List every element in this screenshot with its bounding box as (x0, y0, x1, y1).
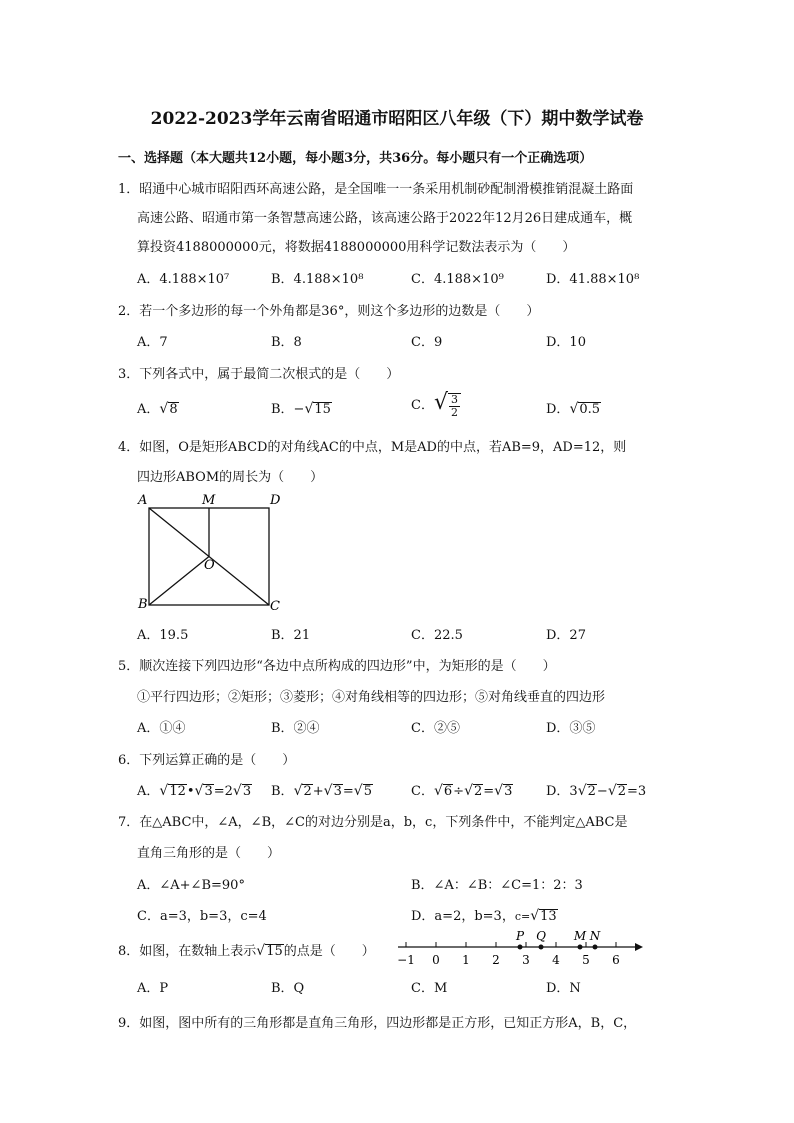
axis-tick-label: 5 (582, 953, 590, 967)
q3-option-a: A．√8 (137, 401, 178, 417)
q2-option-d: D．10 (546, 335, 586, 350)
q1-option-d: D．41.88×10⁸ (546, 272, 640, 287)
axis-point-m (578, 945, 583, 950)
q5-option-c: C．②⑤ (411, 721, 460, 736)
q6-option-b: B．√2+√3=√5 (271, 783, 372, 799)
q5-option-a: A．①④ (137, 721, 186, 736)
q1-line-1: 1．昭通中心城市昭阳西环高速公路，是全国唯一一条采用机制砂配制滑模推销混凝土路面 (118, 182, 634, 197)
axis-point-label: N (589, 929, 601, 943)
label-d: D (270, 493, 281, 508)
axis-tick-label: 6 (612, 953, 620, 967)
q4-option-d: D．27 (546, 628, 586, 643)
q4-line-1: 4．如图，O是矩形ABCD的对角线AC的中点，M是AD的中点，若AB=9，AD=12，则 (118, 440, 627, 455)
q2-option-c: C．9 (411, 335, 443, 350)
q6-line-1: 6．下列运算正确的是（ ） (118, 753, 296, 768)
q8-option-c: C．M (411, 981, 448, 996)
label-o: O (204, 558, 215, 573)
q3-option-d: D．√0.5 (546, 401, 601, 417)
q7-line-2: 直角三角形的是（ ） (137, 846, 281, 861)
q4-option-c: C．22.5 (411, 628, 463, 643)
label-c: C (270, 599, 280, 614)
q8-option-b: B．Q (271, 981, 305, 996)
q7-option-a: A．∠A+∠B=90° (137, 878, 245, 893)
q5-line-2: ①平行四边形；②矩形；③菱形；④对角线相等的四边形；⑤对角线垂直的四边形 (137, 690, 606, 705)
segment-bo (149, 557, 209, 606)
axis-tick-label: 1 (462, 953, 470, 967)
q8-option-a: A．P (137, 981, 169, 996)
q3-option-c: C．√ $\frac{3}{2}$ (411, 390, 461, 418)
axis-tick-label: 3 (522, 953, 530, 967)
label-a: A (138, 493, 148, 508)
q7-option-c: C．a=3，b=3，c=4 (137, 909, 267, 924)
q3-line-1: 3．下列各式中，属于最简二次根式的是（ ） (118, 367, 400, 382)
q6-option-d: D．3√2−√2=3 (546, 783, 647, 799)
q3-option-b: B．−√15 (271, 401, 331, 417)
q5-line-1: 5．顺次连接下列四边形“各边中点所构成的四边形”中，为矩形的是（ ） (118, 659, 556, 674)
q1-option-c: C．4.188×10⁹ (411, 272, 504, 287)
q6-option-c: C．√6÷√2=√3 (411, 783, 513, 799)
q8-line-1: 8．如图，在数轴上表示√15的点是（ ） (118, 943, 375, 959)
axis-point-q (539, 945, 544, 950)
axis-tick-label: 2 (492, 953, 500, 967)
q8-option-d: D．N (546, 981, 581, 996)
q2-line-1: 2．若一个多边形的每一个外角都是36°，则这个多边形的边数是（ ） (118, 304, 540, 319)
q6-option-a: A．√12•√3=2√3 (137, 783, 252, 799)
q7-option-b: B．∠A：∠B：∠C=1：2：3 (411, 878, 583, 893)
axis-point-n (593, 945, 598, 950)
number-line (390, 925, 650, 970)
axis-point-label: P (515, 929, 525, 943)
axis-tick-label: 0 (432, 953, 440, 967)
q5-option-d: D．③⑤ (546, 721, 596, 736)
axis-arrow (635, 943, 643, 951)
section-heading: 一、选择题（本大题共12小题，每小题3分，共36分。每小题只有一个正确选项） (118, 151, 593, 166)
label-m: M (202, 493, 216, 508)
q1-option-a: A．4.188×10⁷ (137, 272, 230, 287)
axis-tick-label: 4 (552, 953, 560, 967)
axis-point-label: Q (536, 929, 546, 943)
q9-line-1: 9．如图，图中所有的三角形都是直角三角形，四边形都是正方形，已知正方形A，B，C， (118, 1016, 637, 1031)
q2-option-a: A．7 (137, 335, 168, 350)
axis-point-p (518, 945, 523, 950)
q4-line-2: 四边形ABOM的周长为（ ） (137, 470, 324, 485)
q4-option-b: B．21 (271, 628, 311, 643)
q2-option-b: B．8 (271, 335, 302, 350)
q4-option-a: A．19.5 (137, 628, 189, 643)
q7-line-1: 7．在△ABC中，∠A，∠B，∠C的对边分别是a，b，c，下列条件中，不能判定△ABC是 (118, 815, 628, 830)
axis-point-label: M (573, 929, 587, 943)
q7-option-d: D．a=2，b=3，c=√13 (411, 908, 557, 924)
q1-option-b: B．4.188×10⁸ (271, 272, 364, 287)
axis-tick-label: −1 (397, 953, 415, 967)
q1-line-3: 算投资4188000000元，将数据4188000000用科学记数法表示为（ ） (137, 240, 576, 255)
q1-line-2: 高速公路、昭通市第一条智慧高速公路，该高速公路于2022年12月26日建成通车，概 (137, 211, 633, 226)
q5-option-b: B．②④ (271, 721, 320, 736)
rectangle-figure (134, 490, 294, 615)
label-b: B (138, 597, 148, 612)
page-title: 2022-2023学年云南省昭通市昭阳区八年级（下）期中数学试卷 (150, 109, 644, 129)
